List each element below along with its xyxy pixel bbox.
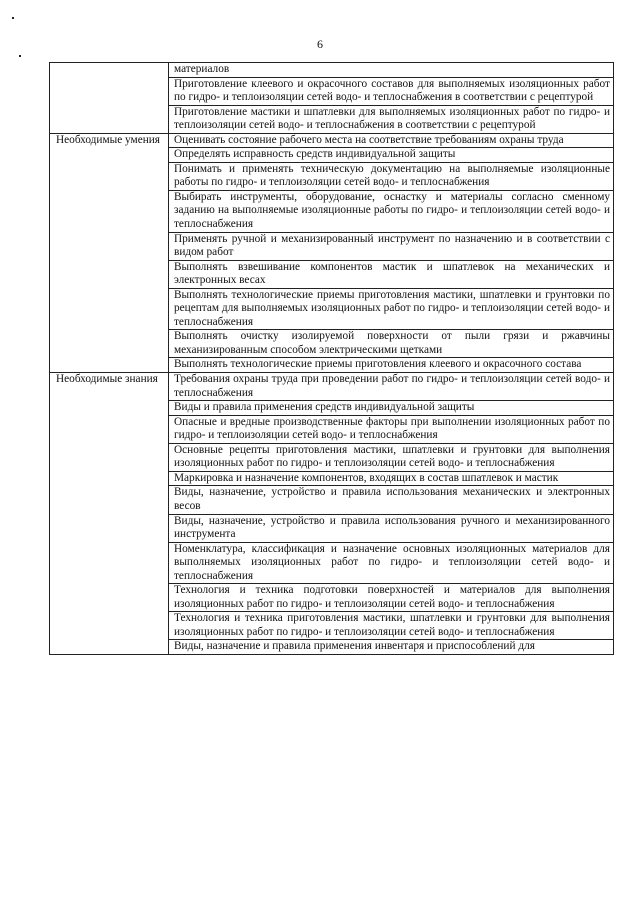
description-cell: Виды и правила применения средств индивидуальной защиты: [169, 401, 614, 416]
description-cell: Виды, назначение, устройство и правила использования механических и электронных весов: [169, 486, 614, 514]
description-cell: Выполнять взвешивание компонентов мастик и шпатлевок на механических и электронных весах: [169, 260, 614, 288]
description-cell: Номенклатура, классификация и назначение основных изоляционных материалов для выполняемых изоляционных работ по гидро- и теплоизоляции сетей водо- и теплоснабжения: [169, 542, 614, 584]
requirements-table: [49, 62, 614, 655]
category-cell-skills: Необходимые умения: [50, 133, 169, 372]
description-cell: Применять ручной и механизированный инструмент по назначению и в соответствии с видом работ: [169, 232, 614, 260]
description-cell: материалов: [169, 63, 614, 78]
category-cell-knowledge: Необходимые знания: [50, 373, 169, 655]
description-cell: Приготовление мастики и шпатлевки для выполняемых изоляционных работ по гидро- и теплоизоляции сетей водо- и теплоснабжения в соответствии с рецептурой: [169, 105, 614, 133]
description-cell: Опасные и вредные производственные факторы при выполнении изоляционных работ по гидро- и теплоизоляции сетей водо- и теплоснабжения: [169, 415, 614, 443]
description-cell: Выполнять технологические приемы приготовления клеевого и окрасочного состава: [169, 358, 614, 373]
description-cell: Технология и техника приготовления мастики, шпатлевки и грунтовки для выполнения изоляционных работ по гидро- и теплоизоляции сетей водо- и теплоснабжения: [169, 612, 614, 640]
description-cell: Технология и техника подготовки поверхностей и материалов для выполнения изоляционных работ по гидро- и теплоизоляции сетей водо- и теплоснабжения: [169, 584, 614, 612]
scan-speck: [12, 17, 14, 19]
description-cell: Виды, назначение и правила применения инвентаря и приспособлений для: [169, 640, 614, 655]
table-row: [50, 63, 614, 78]
table-row: [50, 373, 614, 401]
description-cell: Приготовление клеевого и окрасочного составов для выполняемых изоляционных работ по гидро- и теплоизоляции сетей водо- и теплоснабжения в соответствии с рецептурой: [169, 77, 614, 105]
table-row: [50, 133, 614, 148]
description-cell: Маркировка и назначение компонентов, входящих в состав шпатлевок и мастик: [169, 471, 614, 486]
category-cell: [50, 63, 169, 134]
description-cell: Выполнять технологические приемы приготовления мастики, шпатлевки и грунтовки по рецептам для выполняемых изоляционных работ по гидро- и теплоизоляции сетей водо- и теплоснабжения: [169, 288, 614, 330]
page-number: 6: [317, 37, 323, 51]
description-cell: Выбирать инструменты, оборудование, оснастку и материалы согласно сменному заданию на выполняемые изоляционные работы по гидро- и теплоизоляции сетей водо- и теплоснабжения: [169, 190, 614, 232]
scan-speck: [19, 55, 21, 57]
description-cell: Определять исправность средств индивидуальной защиты: [169, 148, 614, 163]
description-cell: Требования охраны труда при проведении работ по гидро- и теплоизоляции сетей водо- и теплоснабжения: [169, 373, 614, 401]
description-cell: Оценивать состояние рабочего места на соответствие требованиям охраны труда: [169, 133, 614, 148]
description-cell: Понимать и применять техническую документацию на выполняемые изоляционные работы по гидро- и теплоизоляции сетей водо- и теплоснабжения: [169, 162, 614, 190]
description-cell: Основные рецепты приготовления мастики, шпатлевки и грунтовки для выполнения изоляционных работ по гидро- и теплоизоляции сетей водо- и теплоснабжения: [169, 443, 614, 471]
description-cell: Виды, назначение, устройство и правила использования ручного и механизированного инструмента: [169, 514, 614, 542]
description-cell: Выполнять очистку изолируемой поверхности от пыли грязи и ржавчины механизированным способом электрическими щетками: [169, 330, 614, 358]
